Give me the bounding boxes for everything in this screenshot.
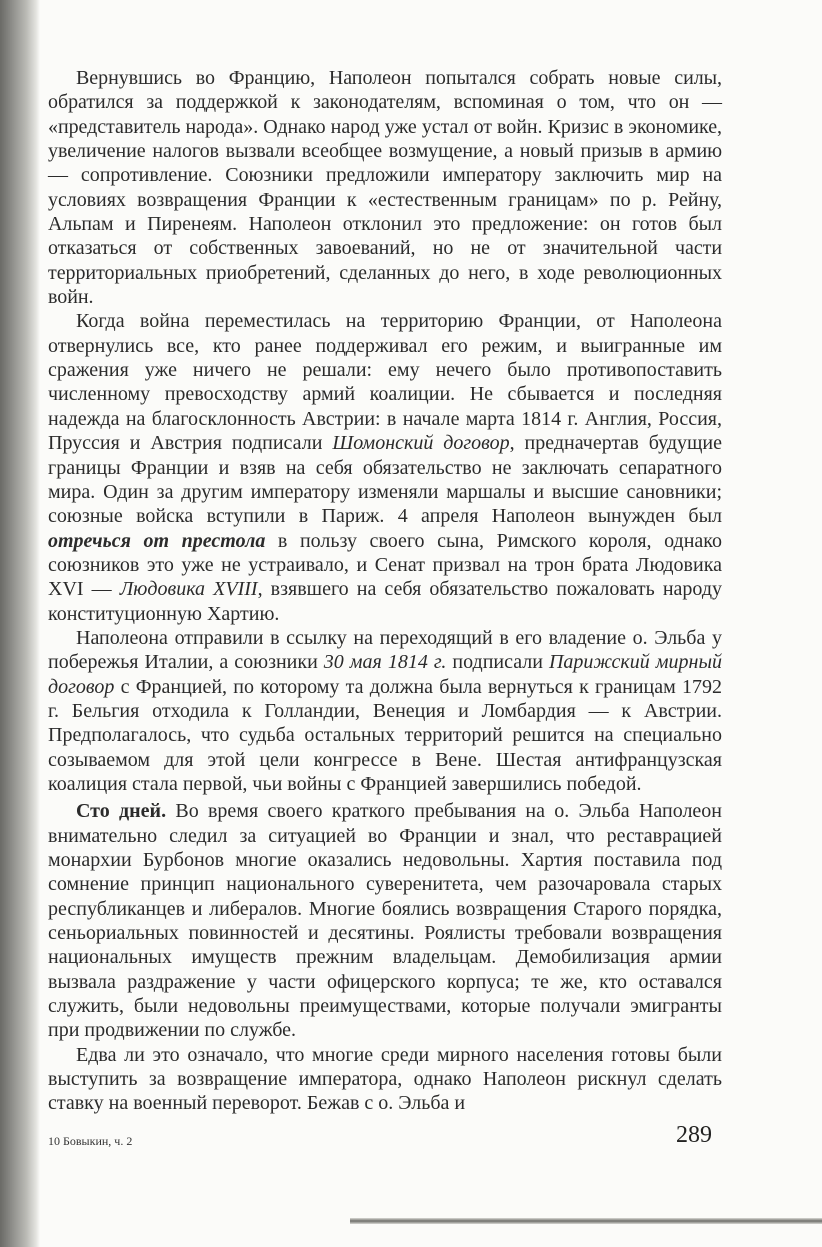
text-run: Когда война переместилась на территорию Франции, от Наполеона отвернулись все, кто ранее поддерживал его режим, и выигранные им сражения уже ничего не решали: ему нечего было противопоставить численному превосходству армий коалиции. Не сбывается и последняя надежда на благосклонность Австрии: в начале марта 1814 г. Англия, Россия, Пруссия и Австрия подписали [48, 310, 722, 455]
text-run: Шомонский договор [332, 432, 510, 455]
paragraph-1 [48, 66, 722, 309]
text-body [48, 66, 722, 1116]
text-run: Наполеона отправили в ссылку на переходящий в его владение о. Эльба у побережья Италии, а союзники [48, 626, 722, 674]
paragraph-2 [48, 309, 722, 625]
text-run: подписали [446, 651, 549, 674]
page-bottom-edge [350, 1218, 822, 1224]
footer-signature: 10 Бовыкин, ч. 2 [48, 1134, 133, 1148]
book-spine-shadow [0, 0, 40, 1247]
text-run: в пользу своего сына, Римского короля, однако союзников это уже не устраивало, и Сенат призвал на трон брата Людовика XVI — [48, 529, 722, 601]
text-run: 30 мая 1814 г. [323, 651, 447, 674]
text-run: , взявшего на себя обязательство пожаловать народу конституционную Хартию. [48, 578, 723, 625]
text-run: с Францией, по которому та должна была вернуться к границам 1792 г. Бельгия отходила к Голландии, Венеция и Ломбардия — к Австрии. Предполагалось, что судьба остальных территорий решится на специально созываемом для этой цели конгрессе в Вене. Шестая антифранцузская коалиция стала первой, чьи войны с Францией завершились победой. [48, 675, 722, 795]
paragraph-4-sto-dney [48, 799, 722, 1042]
paragraph-3 [48, 626, 722, 796]
text-run: Людовика XVIII [119, 578, 258, 601]
text-run: Едва ли это означало, что многие среди мирного населения готовы были выступить за возвращение императора, однако Наполеон рискнул сделать ставку на военный переворот. Бежав с о. Эльба и [48, 1043, 722, 1115]
paragraph-5 [48, 1043, 722, 1116]
text-run: Парижский мирный договор [48, 651, 722, 698]
text-run: , предначертав будущие границы Франции и взяв на себя обязательство не заключать сепаратного мира. Один за другим императору изменяли маршалы и высшие сановники; союзные войска вступили в Париж. 4 апреля Наполеон вынужден был [48, 432, 723, 528]
page-number: 289 [676, 1122, 712, 1148]
text-run: Вернувшись во Францию, Наполеон попытался собрать новые силы, обратился за поддержкой к законодателям, вспоминая о том, что он — «представитель народа». Однако народ уже устал от войн. Кризис в экономике, увеличение налогов вызвали всеобщее возмущение, а новый призыв в армию — сопротивление. Союзники предложили императору заключить мир на условиях возвращения Франции к «естественным границам» по р. Рейну, Альпам и Пиренеям. Наполеон отклонил это предложение: он готов был отказаться от собственных завоеваний, но не от значительной части территориальных приобретений, сделанных до него, в ходе революционных войн. [48, 67, 722, 309]
text-run: Сто дней. [76, 800, 167, 823]
text-run: отречься от престола [48, 529, 266, 552]
text-run: Во время своего краткого пребывания на о. Эльба Наполеон внимательно следил за ситуацией во Франции и знал, что реставрацией монархии Бурбонов многие оказались недовольны. Хартия поставила под сомнение принцип национального суверенитета, чем разочаровала старых республиканцев и либералов. Многие боялись возвращения Старого порядка, сеньориальных повинностей и десятины. Роялисты требовали возвращения национальных имуществ прежним владельцам. Демобилизация армии вызвала раздражение у части офицерского корпуса; те же, кто оставался служить, были недовольны преимуществами, которые получали эмигранты при продвижении по службе. [48, 800, 722, 1042]
